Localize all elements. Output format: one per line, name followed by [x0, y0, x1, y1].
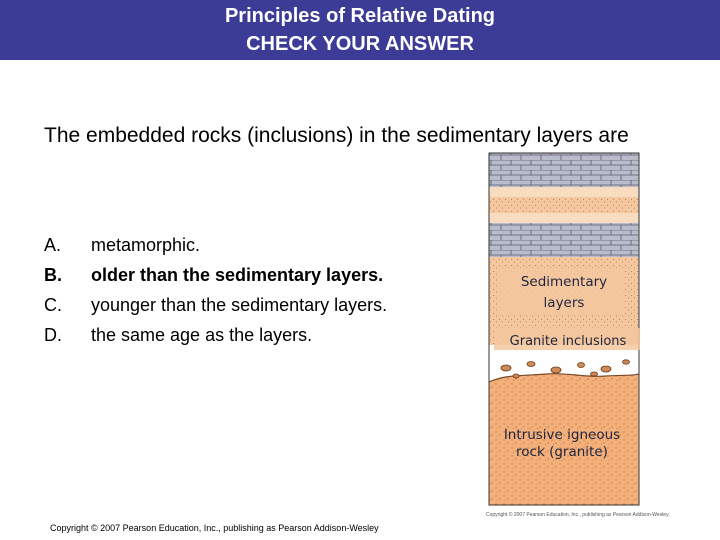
option-text: the same age as the layers. — [91, 325, 313, 345]
option-letter: B. — [44, 265, 62, 285]
question-text: The embedded rocks (inclusions) in the sedimentary layers are — [44, 124, 629, 147]
title-bar — [0, 0, 720, 60]
label-sedimentary-2: layers — [543, 295, 585, 311]
slide-title: Principles of Relative Dating — [224, 5, 496, 27]
slide-subtitle: CHECK YOUR ANSWER — [246, 33, 474, 55]
figure-credit: Copyright © 2007 Pearson Education, Inc., publishing as Pearson Addison-Wesley. — [486, 512, 670, 518]
label-sedimentary-1: Sedimentary — [520, 274, 608, 290]
option-letter: A. — [44, 235, 62, 255]
option-text: metamorphic. — [91, 235, 201, 255]
option-letter: C. — [44, 295, 62, 315]
sand-layer-2 — [489, 197, 639, 213]
sand-layer-3 — [489, 213, 639, 223]
brick-layer-top — [489, 153, 639, 187]
label-intrusive-2: rock (granite) — [516, 444, 608, 460]
sand-layer-1 — [489, 187, 639, 197]
label-intrusive-1: Intrusive igneous — [503, 427, 621, 443]
option-text: older than the sedimentary layers. — [91, 265, 384, 285]
rock-layers-diagram — [486, 150, 642, 508]
option-text: younger than the sedimentary layers. — [91, 295, 388, 315]
footer-copyright: Copyright © 2007 Pearson Education, Inc., publishing as Pearson Addison-Wesley — [50, 523, 379, 533]
brick-layer-mid — [489, 223, 639, 257]
option-letter: D. — [44, 325, 62, 345]
label-granite-inclusions: Granite inclusions — [509, 334, 627, 349]
